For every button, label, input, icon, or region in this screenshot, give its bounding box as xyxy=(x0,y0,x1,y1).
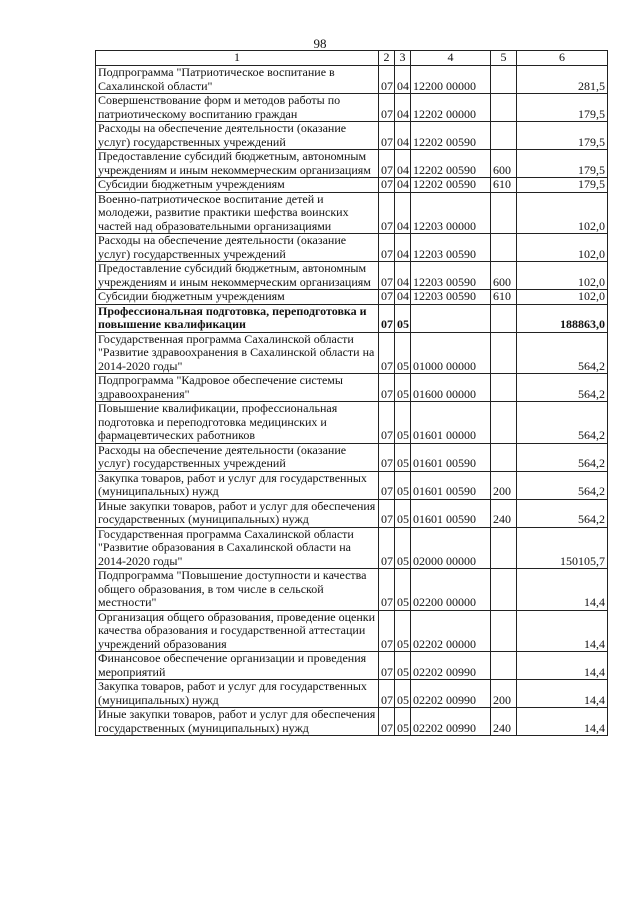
section-code-cell: 07 xyxy=(379,374,395,402)
row-name-cell: Государственная программа Сахалинской области "Развитие образования в Сахалинской области на 2014-2020 годы" xyxy=(96,527,379,569)
expense-type-cell: 600 xyxy=(491,150,517,178)
expense-type-cell xyxy=(491,234,517,262)
table-row xyxy=(96,569,608,611)
subsection-code-cell: 04 xyxy=(395,290,411,305)
amount-cell: 14,4 xyxy=(517,569,608,611)
table-row xyxy=(96,374,608,402)
expense-type-cell xyxy=(491,443,517,471)
row-name-cell: Совершенствование форм и методов работы по патриотическому воспитанию граждан xyxy=(96,94,379,122)
expense-type-cell: 200 xyxy=(491,471,517,499)
target-article-cell: 12203 00590 xyxy=(411,262,491,290)
section-code-cell: 07 xyxy=(379,402,395,444)
expense-type-cell: 600 xyxy=(491,262,517,290)
target-article-cell: 02202 00990 xyxy=(411,652,491,680)
section-code-cell: 07 xyxy=(379,652,395,680)
target-article-cell xyxy=(411,304,491,332)
table-row xyxy=(96,332,608,374)
target-article-cell: 01600 00000 xyxy=(411,374,491,402)
row-name-cell: Предоставление субсидий бюджетным, автономным учреждениям и иным некоммерческим организациям xyxy=(96,150,379,178)
amount-cell: 102,0 xyxy=(517,234,608,262)
table-row xyxy=(96,262,608,290)
header-cell: 1 xyxy=(96,51,379,66)
target-article-cell: 12203 00590 xyxy=(411,234,491,262)
subsection-code-cell: 05 xyxy=(395,652,411,680)
target-article-cell: 02202 00000 xyxy=(411,610,491,652)
target-article-cell: 12202 00000 xyxy=(411,94,491,122)
table-row xyxy=(96,122,608,150)
amount-cell: 14,4 xyxy=(517,680,608,708)
section-code-cell: 07 xyxy=(379,527,395,569)
subsection-code-cell: 04 xyxy=(395,178,411,193)
section-code-cell: 07 xyxy=(379,150,395,178)
section-code-cell: 07 xyxy=(379,262,395,290)
section-code-cell: 07 xyxy=(379,471,395,499)
expense-type-cell xyxy=(491,610,517,652)
amount-cell: 179,5 xyxy=(517,122,608,150)
table-row xyxy=(96,443,608,471)
row-name-cell: Субсидии бюджетным учреждениям xyxy=(96,290,379,305)
row-name-cell: Расходы на обеспечение деятельности (оказание услуг) государственных учреждений xyxy=(96,443,379,471)
amount-cell: 188863,0 xyxy=(517,304,608,332)
table-row xyxy=(96,192,608,234)
table-row xyxy=(96,304,608,332)
expense-type-cell: 610 xyxy=(491,178,517,193)
amount-cell: 102,0 xyxy=(517,262,608,290)
subsection-code-cell: 05 xyxy=(395,402,411,444)
target-article-cell: 01601 00000 xyxy=(411,402,491,444)
section-code-cell: 07 xyxy=(379,680,395,708)
target-article-cell: 12202 00590 xyxy=(411,178,491,193)
amount-cell: 564,2 xyxy=(517,332,608,374)
target-article-cell: 12203 00000 xyxy=(411,192,491,234)
row-name-cell: Иные закупки товаров, работ и услуг для обеспечения государственных (муниципальных) нужд xyxy=(96,708,379,736)
table-row xyxy=(96,234,608,262)
header-cell: 3 xyxy=(395,51,411,66)
row-name-cell: Повышение квалификации, профессиональная подготовка и переподготовка медицинских и фармацевтических работников xyxy=(96,402,379,444)
subsection-code-cell: 05 xyxy=(395,443,411,471)
amount-cell: 102,0 xyxy=(517,192,608,234)
subsection-code-cell: 04 xyxy=(395,122,411,150)
section-code-cell: 07 xyxy=(379,499,395,527)
expense-type-cell xyxy=(491,332,517,374)
amount-cell: 179,5 xyxy=(517,150,608,178)
section-code-cell: 07 xyxy=(379,66,395,94)
budget-table xyxy=(95,50,608,736)
expense-type-cell xyxy=(491,66,517,94)
table-row xyxy=(96,178,608,193)
row-name-cell: Расходы на обеспечение деятельности (оказание услуг) государственных учреждений xyxy=(96,234,379,262)
amount-cell: 564,2 xyxy=(517,443,608,471)
target-article-cell: 02000 00000 xyxy=(411,527,491,569)
table-row xyxy=(96,527,608,569)
section-code-cell: 07 xyxy=(379,610,395,652)
target-article-cell: 01601 00590 xyxy=(411,443,491,471)
section-code-cell: 07 xyxy=(379,192,395,234)
header-cell: 2 xyxy=(379,51,395,66)
amount-cell: 564,2 xyxy=(517,374,608,402)
subsection-code-cell: 05 xyxy=(395,374,411,402)
subsection-code-cell: 05 xyxy=(395,471,411,499)
row-name-cell: Военно-патриотическое воспитание детей и молодежи, развитие практики шефства воинских частей над образовательными организациями xyxy=(96,192,379,234)
amount-cell: 102,0 xyxy=(517,290,608,305)
page-number: 98 xyxy=(313,36,327,51)
target-article-cell: 12200 00000 xyxy=(411,66,491,94)
row-name-cell: Субсидии бюджетным учреждениям xyxy=(96,178,379,193)
row-name-cell: Подпрограмма "Патриотическое воспитание в Сахалинской области" xyxy=(96,66,379,94)
target-article-cell: 02200 00000 xyxy=(411,569,491,611)
target-article-cell: 02202 00990 xyxy=(411,680,491,708)
table-row xyxy=(96,66,608,94)
header-cell: 6 xyxy=(517,51,608,66)
expense-type-cell: 610 xyxy=(491,290,517,305)
subsection-code-cell: 05 xyxy=(395,527,411,569)
amount-cell: 179,5 xyxy=(517,94,608,122)
header-cell: 5 xyxy=(491,51,517,66)
row-name-cell: Закупка товаров, работ и услуг для государственных (муниципальных) нужд xyxy=(96,471,379,499)
amount-cell: 179,5 xyxy=(517,178,608,193)
section-code-cell: 07 xyxy=(379,234,395,262)
section-code-cell: 07 xyxy=(379,304,395,332)
expense-type-cell: 240 xyxy=(491,499,517,527)
expense-type-cell xyxy=(491,94,517,122)
expense-type-cell xyxy=(491,374,517,402)
expense-type-cell xyxy=(491,122,517,150)
subsection-code-cell: 05 xyxy=(395,708,411,736)
expense-type-cell: 240 xyxy=(491,708,517,736)
header-cell: 4 xyxy=(411,51,491,66)
target-article-cell: 02202 00990 xyxy=(411,708,491,736)
row-name-cell: Подпрограмма "Кадровое обеспечение системы здравоохранения" xyxy=(96,374,379,402)
table-row xyxy=(96,402,608,444)
section-code-cell: 07 xyxy=(379,708,395,736)
row-name-cell: Государственная программа Сахалинской области "Развитие здравоохранения в Сахалинской области на 2014-2020 годы" xyxy=(96,332,379,374)
amount-cell: 14,4 xyxy=(517,708,608,736)
section-code-cell: 07 xyxy=(379,290,395,305)
amount-cell: 564,2 xyxy=(517,499,608,527)
subsection-code-cell: 05 xyxy=(395,332,411,374)
table-row xyxy=(96,150,608,178)
table-row xyxy=(96,652,608,680)
amount-cell: 14,4 xyxy=(517,610,608,652)
row-name-cell: Иные закупки товаров, работ и услуг для обеспечения государственных (муниципальных) нужд xyxy=(96,499,379,527)
subsection-code-cell: 04 xyxy=(395,234,411,262)
section-code-cell: 07 xyxy=(379,178,395,193)
amount-cell: 564,2 xyxy=(517,402,608,444)
table-row xyxy=(96,708,608,736)
expense-type-cell xyxy=(491,652,517,680)
expense-type-cell xyxy=(491,569,517,611)
amount-cell: 564,2 xyxy=(517,471,608,499)
section-code-cell: 07 xyxy=(379,569,395,611)
table-row xyxy=(96,680,608,708)
row-name-cell: Предоставление субсидий бюджетным, автономным учреждениям и иным некоммерческим организациям xyxy=(96,262,379,290)
target-article-cell: 12203 00590 xyxy=(411,290,491,305)
subsection-code-cell: 04 xyxy=(395,262,411,290)
target-article-cell: 12202 00590 xyxy=(411,150,491,178)
table-row xyxy=(96,499,608,527)
expense-type-cell xyxy=(491,527,517,569)
subsection-code-cell: 04 xyxy=(395,150,411,178)
table-row xyxy=(96,471,608,499)
section-code-cell: 07 xyxy=(379,94,395,122)
table-row xyxy=(96,94,608,122)
table-row xyxy=(96,290,608,305)
expense-type-cell: 200 xyxy=(491,680,517,708)
target-article-cell: 01601 00590 xyxy=(411,499,491,527)
subsection-code-cell: 05 xyxy=(395,610,411,652)
section-code-cell: 07 xyxy=(379,443,395,471)
table-header-row xyxy=(96,51,608,66)
row-name-cell: Организация общего образования, проведение оценки качества образования и государственной аттестации учреждений образования xyxy=(96,610,379,652)
section-code-cell: 07 xyxy=(379,122,395,150)
row-name-cell: Профессиональная подготовка, переподготовка и повышение квалификации xyxy=(96,304,379,332)
expense-type-cell xyxy=(491,304,517,332)
row-name-cell: Закупка товаров, работ и услуг для государственных (муниципальных) нужд xyxy=(96,680,379,708)
row-name-cell: Подпрограмма "Повышение доступности и качества общего образования, в том числе в сельской местности" xyxy=(96,569,379,611)
expense-type-cell xyxy=(491,402,517,444)
section-code-cell: 07 xyxy=(379,332,395,374)
amount-cell: 281,5 xyxy=(517,66,608,94)
row-name-cell: Расходы на обеспечение деятельности (оказание услуг) государственных учреждений xyxy=(96,122,379,150)
subsection-code-cell: 05 xyxy=(395,680,411,708)
target-article-cell: 12202 00590 xyxy=(411,122,491,150)
subsection-code-cell: 04 xyxy=(395,66,411,94)
target-article-cell: 01000 00000 xyxy=(411,332,491,374)
target-article-cell: 01601 00590 xyxy=(411,471,491,499)
subsection-code-cell: 04 xyxy=(395,94,411,122)
subsection-code-cell: 04 xyxy=(395,192,411,234)
subsection-code-cell: 05 xyxy=(395,499,411,527)
subsection-code-cell: 05 xyxy=(395,304,411,332)
amount-cell: 150105,7 xyxy=(517,527,608,569)
subsection-code-cell: 05 xyxy=(395,569,411,611)
table-row xyxy=(96,610,608,652)
expense-type-cell xyxy=(491,192,517,234)
row-name-cell: Финансовое обеспечение организации и проведения мероприятий xyxy=(96,652,379,680)
amount-cell: 14,4 xyxy=(517,652,608,680)
